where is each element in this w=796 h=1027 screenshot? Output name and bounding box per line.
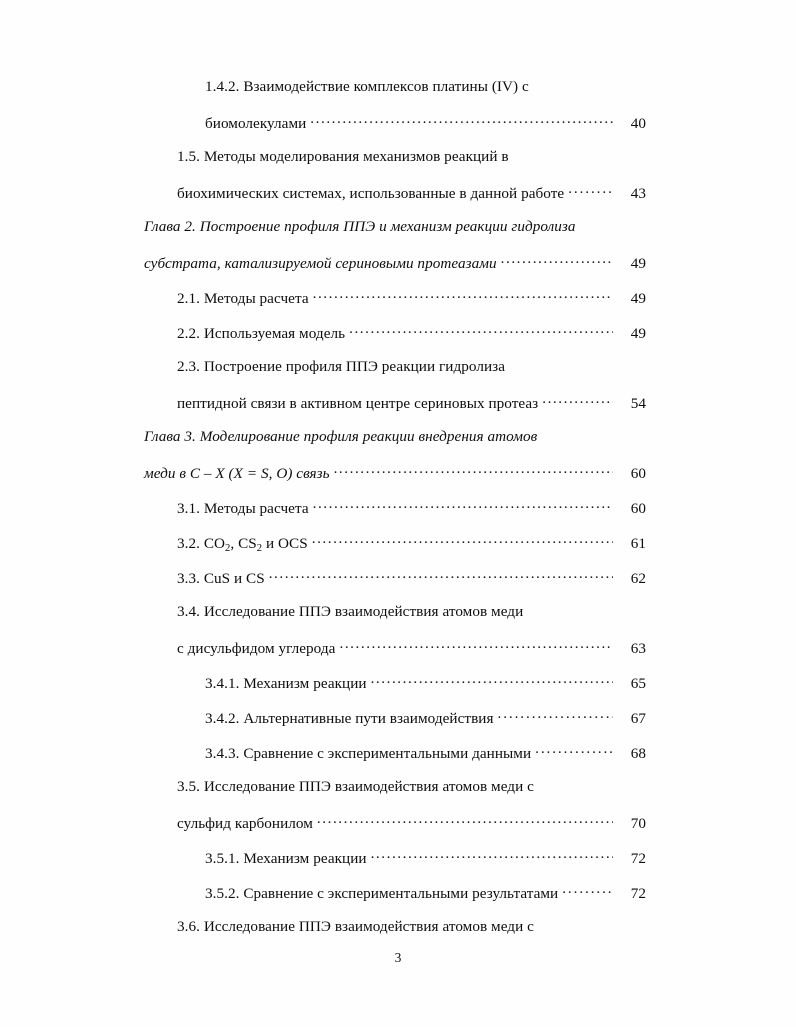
toc-entry-text: 3.6. Исследование ППЭ взаимодействия атомов меди с <box>177 918 534 935</box>
toc-chapter-title: субстрата, катализируемой сериновыми протеазами <box>144 255 497 273</box>
toc-chapter-title: меди в C – X (X = S, O) связь <box>144 465 330 483</box>
toc-page-number: 49 <box>630 290 646 308</box>
toc-page-number: 65 <box>630 675 646 693</box>
toc-chapter-title: Глава 2. Построение профиля ППЭ и механизм реакции гидролиза <box>144 218 576 235</box>
toc-page-number: 40 <box>630 115 646 133</box>
leader-dots <box>349 323 613 338</box>
toc-entry-text-formula: 3.2. $CO_2$, $CS_2$ и OCS <box>177 535 308 554</box>
toc-entry-text: 2.2. Используемая модель <box>177 325 346 343</box>
toc-entry-3-4-1[interactable] <box>205 673 646 708</box>
toc-entry-text: 1.4.2. Взаимодействие комплексов платины (IV) с <box>205 78 529 95</box>
toc-page-number: 63 <box>630 640 646 658</box>
leader-dots <box>317 813 613 828</box>
page-folio-number: 3 <box>394 950 402 965</box>
toc-chapter-2-line2[interactable] <box>144 253 646 288</box>
toc-entry-text: 3.4.2. Альтернативные пути взаимодействия <box>205 710 494 728</box>
leader-dots <box>535 743 613 758</box>
toc-page-number: 62 <box>630 570 646 588</box>
toc-chapter-title: Глава 3. Моделирование профиля реакции внедрения атомов <box>144 428 538 445</box>
toc-entry-text: 2.3. Построение профиля ППЭ реакции гидролиза <box>177 358 505 375</box>
toc-entry-1-5-line2[interactable] <box>177 183 646 218</box>
toc-entry-1-4-2-line1[interactable] <box>205 78 646 113</box>
toc-entry-3-2[interactable] <box>177 533 646 568</box>
toc-entry-2-3-line2[interactable] <box>177 393 646 428</box>
toc-entry-3-3[interactable] <box>177 568 646 603</box>
toc-entry-text: 3.5. Исследование ППЭ взаимодействия атомов меди с <box>177 778 534 795</box>
toc-chapter-3-line2[interactable] <box>144 463 646 498</box>
toc-entry-text: пептидной связи в активном центре сериновых протеаз <box>177 395 539 413</box>
toc-entry-3-4-3[interactable] <box>205 743 646 778</box>
toc-page-number: 60 <box>630 500 646 518</box>
toc-page-number: 61 <box>630 535 646 553</box>
leader-dots <box>498 708 613 723</box>
toc-entry-1-5-line1[interactable] <box>177 148 646 183</box>
toc-entry-2-3-line1[interactable] <box>177 358 646 393</box>
toc-entry-3-4-line2[interactable] <box>177 638 646 673</box>
toc-entry-3-5-1[interactable] <box>205 848 646 883</box>
toc-entry-3-1[interactable] <box>177 498 646 533</box>
leader-dots <box>334 463 613 478</box>
toc-chapter-2-line1[interactable] <box>144 218 646 253</box>
toc-entry-text: 2.1. Методы расчета <box>177 290 309 308</box>
toc-entry-3-5-line2[interactable] <box>177 813 646 848</box>
leader-dots <box>501 253 613 268</box>
toc-page-number: 49 <box>630 325 646 343</box>
leader-dots <box>312 533 613 548</box>
toc-page-number: 72 <box>630 850 646 868</box>
toc-entry-text: биохимических системах, использованные в данной работе <box>177 185 565 203</box>
leader-dots <box>371 673 613 688</box>
toc-page-number: 54 <box>630 395 646 413</box>
toc-entry-text: 1.5. Методы моделирования механизмов реакций в <box>177 148 509 165</box>
leader-dots <box>310 113 613 128</box>
toc-entry-3-5-2[interactable] <box>205 883 646 918</box>
toc-entry-3-6-line1[interactable] <box>177 918 646 953</box>
leader-dots <box>313 498 613 513</box>
toc-page-number: 70 <box>630 815 646 833</box>
leader-dots <box>313 288 613 303</box>
toc-entry-text: 3.1. Методы расчета <box>177 500 309 518</box>
toc-page-number: 67 <box>630 710 646 728</box>
toc-entry-1-4-2-line2[interactable] <box>205 113 646 148</box>
toc-entry-text: 3.5.1. Механизм реакции <box>205 850 367 868</box>
leader-dots <box>562 883 613 898</box>
toc-entry-2-2[interactable] <box>177 323 646 358</box>
table-of-contents <box>144 78 646 953</box>
toc-page-number: 68 <box>630 745 646 763</box>
toc-entry-text: 3.4.3. Сравнение с экспериментальными данными <box>205 745 532 763</box>
leader-dots <box>371 848 613 863</box>
toc-entry-text: сульфид карбонилом <box>177 815 313 833</box>
toc-entry-text: 3.5.2. Сравнение с экспериментальными результатами <box>205 885 559 903</box>
toc-page-number: 72 <box>630 885 646 903</box>
leader-dots <box>542 393 613 408</box>
toc-entry-3-4-line1[interactable] <box>177 603 646 638</box>
leader-dots <box>269 568 613 583</box>
toc-entry-text: 3.4. Исследование ППЭ взаимодействия атомов меди <box>177 603 524 620</box>
toc-chapter-3-line1[interactable] <box>144 428 646 463</box>
toc-page-number: 49 <box>630 255 646 273</box>
toc-entry-text: биомолекулами <box>205 115 307 133</box>
toc-entry-text: 3.4.1. Механизм реакции <box>205 675 367 693</box>
toc-page-number: 60 <box>630 465 646 483</box>
leader-dots <box>339 638 613 653</box>
toc-entry-text: с дисульфидом углерода <box>177 640 336 658</box>
toc-page-number: 43 <box>630 185 646 203</box>
toc-entry-3-5-line1[interactable] <box>177 778 646 813</box>
toc-entry-2-1[interactable] <box>177 288 646 323</box>
leader-dots <box>568 183 613 198</box>
toc-entry-3-4-2[interactable] <box>205 708 646 743</box>
toc-entry-text: 3.3. CuS и CS <box>177 570 265 588</box>
